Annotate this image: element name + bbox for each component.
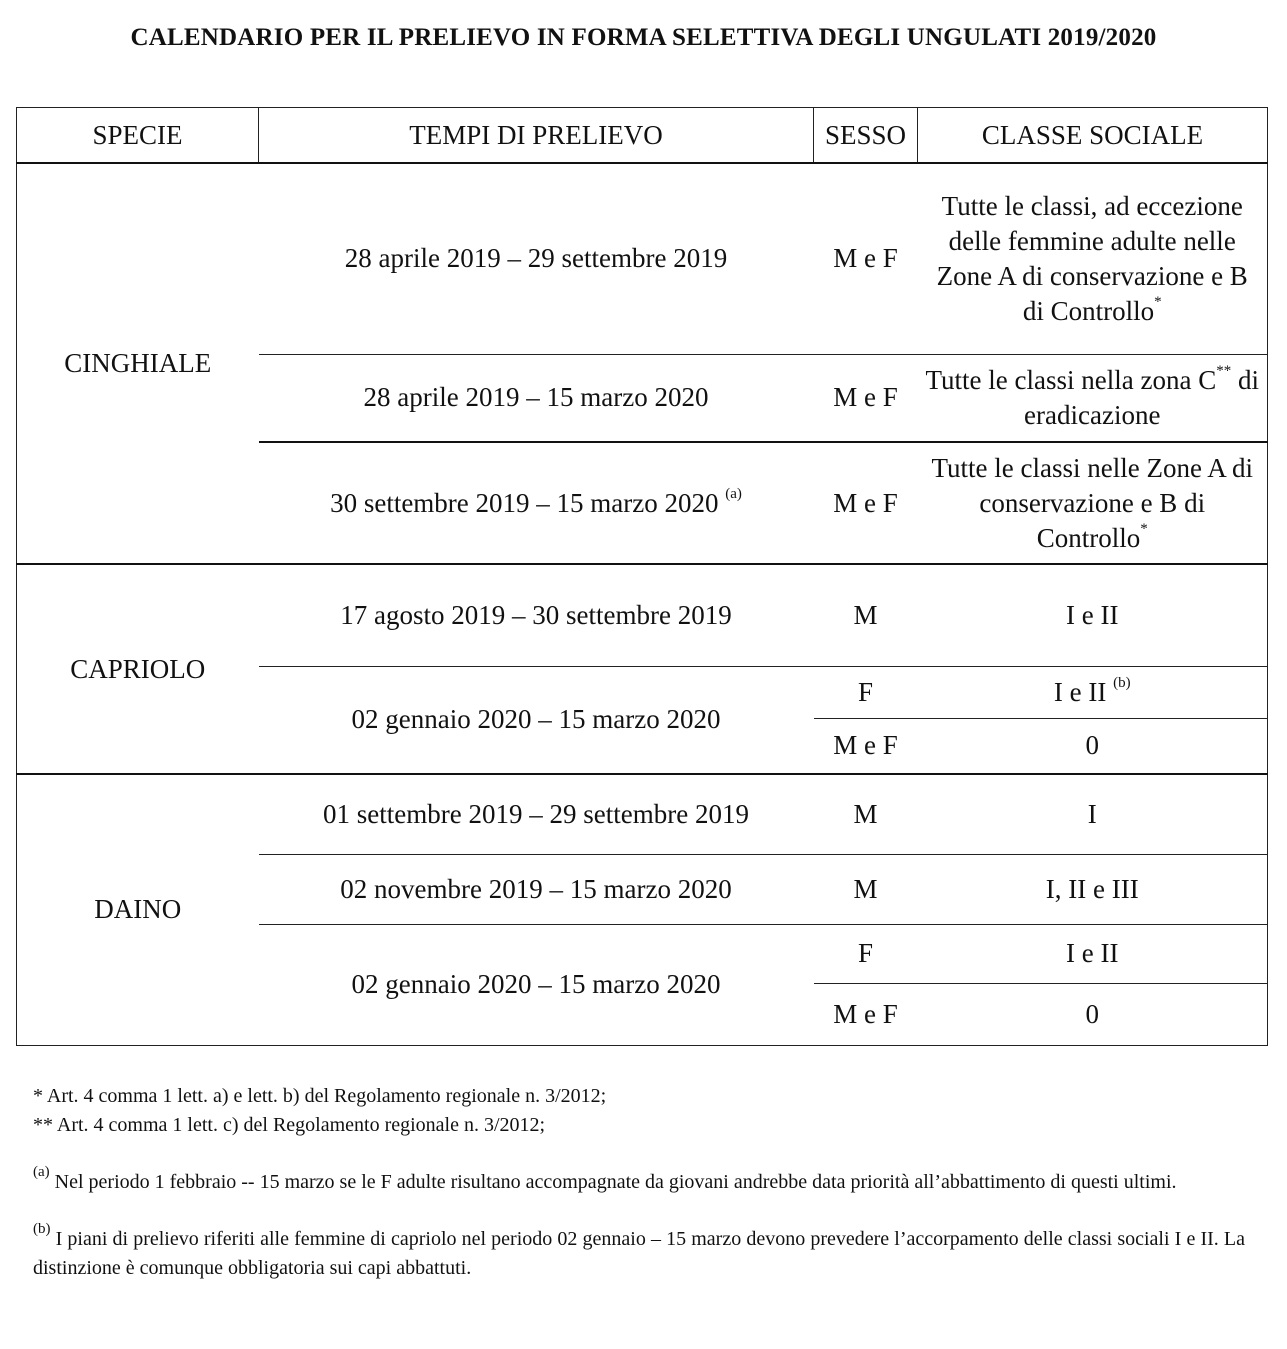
- sex-cell: M e F: [814, 442, 918, 564]
- sex-cell: F: [814, 924, 918, 983]
- period-cell: 17 agosto 2019 – 30 settembre 2019: [259, 564, 814, 666]
- class-cell: Tutte le classi, ad eccezione delle femmine adulte nelle Zone A di conservazione e B di Controllo*: [918, 163, 1268, 354]
- sex-cell: M: [814, 564, 918, 666]
- footnotes: [33, 1082, 1245, 1283]
- class-cell: I e II: [918, 564, 1268, 666]
- class-cell: I e II: [918, 924, 1268, 983]
- footnote-b-mark: (b): [33, 1221, 51, 1238]
- footnote-a: $^{(a)}$ Nel periodo 1 febbraio -- 15 marzo se le F adulte risultano accompagnate da giovani andrebbe data priorità all’abbattimento di questi ultimi.: [33, 1164, 1177, 1193]
- class-cell: Tutte le classi nella zona C** di eradicazione: [918, 354, 1268, 442]
- table-row: [17, 774, 1268, 854]
- sex-cell: M: [814, 854, 918, 924]
- class-cell: 0: [918, 718, 1268, 774]
- period-cell: 02 gennaio 2020 – 15 marzo 2020: [259, 666, 814, 774]
- sex-cell: M e F: [814, 354, 918, 442]
- footnote-b: $^{(b)}$ I piani di prelievo riferiti alle femmine di capriolo nel periodo 02 gennaio – 15 marzo devono prevedere l’accorpamento delle classi sociali I e II. La distinzione è comunque obbligatoria sui capi abbattuti.: [33, 1221, 1245, 1279]
- species-cell: CAPRIOLO: [17, 564, 259, 774]
- header-specie: SPECIE: [17, 108, 259, 164]
- class-cell: Tutte le classi nelle Zone A di conservazione e B di Controllo*: [918, 442, 1268, 564]
- class-cell: I, II e III: [918, 854, 1268, 924]
- page-title: CALENDARIO PER IL PRELIEVO IN FORMA SELETTIVA DEGLI UNGULATI 2019/2020: [130, 24, 1157, 51]
- sex-cell: M e F: [814, 163, 918, 354]
- header-tempi: TEMPI DI PRELIEVO: [259, 108, 814, 164]
- footnote-star: * Art. 4 comma 1 lett. a) e lett. b) del Regolamento regionale n. 3/2012;: [33, 1085, 607, 1107]
- period-cell: 30 settembre 2019 – 15 marzo 2020 $^{(a)}$: [259, 442, 814, 564]
- footnote-a-mark: (a): [33, 1164, 50, 1181]
- period-cell: 02 gennaio 2020 – 15 marzo 2020: [259, 924, 814, 1045]
- period-cell: 28 aprile 2019 – 15 marzo 2020: [259, 354, 814, 442]
- header-classe: CLASSE SOCIALE: [918, 108, 1268, 164]
- table-header-row: [17, 108, 1268, 164]
- period-cell: 02 novembre 2019 – 15 marzo 2020: [259, 854, 814, 924]
- table-row: [17, 564, 1268, 666]
- period-cell: 01 settembre 2019 – 29 settembre 2019: [259, 774, 814, 854]
- species-cell: CINGHIALE: [17, 163, 259, 564]
- class-cell: I e II $^{(b)}$: [918, 666, 1268, 718]
- class-cell: 0: [918, 983, 1268, 1045]
- table-row: [17, 163, 1268, 354]
- sex-cell: M e F: [814, 983, 918, 1045]
- sex-cell: M: [814, 774, 918, 854]
- sex-cell: F: [814, 666, 918, 718]
- class-cell: I: [918, 774, 1268, 854]
- period-cell: 28 aprile 2019 – 29 settembre 2019: [259, 163, 814, 354]
- header-sesso: SESSO: [814, 108, 918, 164]
- sex-cell: M e F: [814, 718, 918, 774]
- hunting-calendar-table: [16, 107, 1268, 1046]
- species-cell: DAINO: [17, 774, 259, 1045]
- footnote-double-star: ** Art. 4 comma 1 lett. c) del Regolamento regionale n. 3/2012;: [33, 1114, 546, 1136]
